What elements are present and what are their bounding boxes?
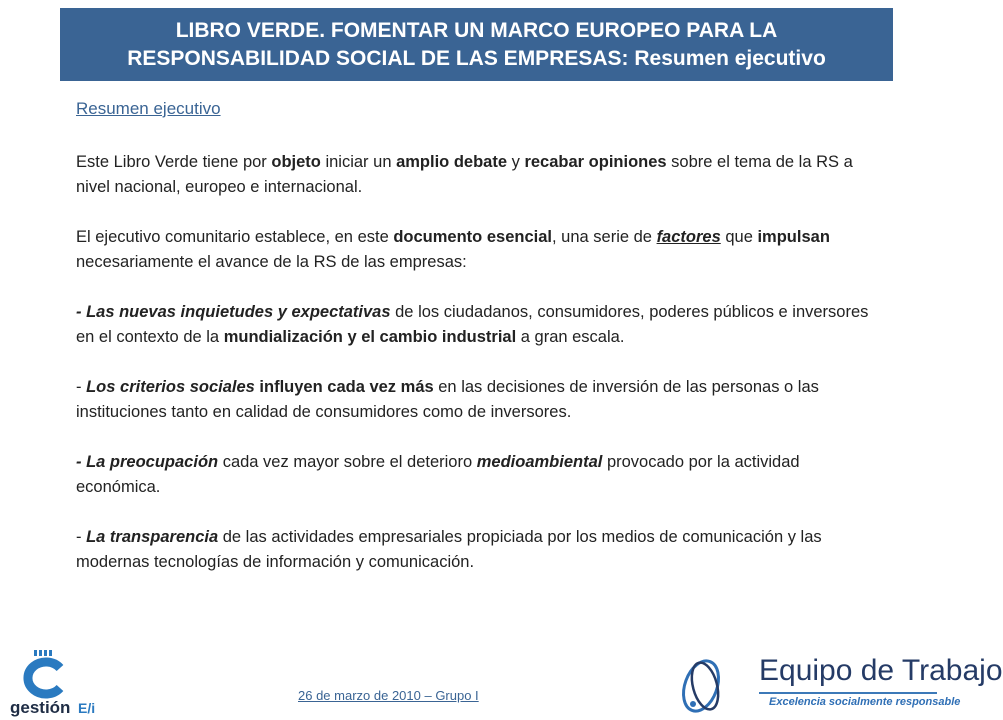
paragraph-factor-3	[76, 450, 886, 500]
bold-italic-run: medioambiental	[476, 453, 603, 471]
text-run: El ejecutivo comunitario establece, en este	[76, 228, 394, 246]
equipo-logo-tagline: Excelencia socialmente responsable	[769, 696, 961, 708]
bold-italic-underlined-run: factores	[656, 228, 721, 246]
equipo-de-trabajo-logo	[673, 650, 1003, 718]
equipo-logo-divider	[759, 692, 937, 694]
gestion-ei-logo	[10, 648, 130, 718]
text-run: Este Libro Verde tiene por	[76, 153, 272, 171]
bold-run: recabar opiniones	[524, 153, 667, 171]
footer-date-link[interactable]: 26 de marzo de 2010 – Grupo I	[298, 688, 479, 703]
bold-run: mundialización y el cambio industrial	[223, 328, 517, 346]
bold-italic-run: La transparencia	[86, 528, 219, 546]
equipo-logo-title: Equipo de Trabajo	[759, 654, 1003, 687]
bold-run: amplio debate	[396, 153, 508, 171]
text-run: sobre el tema de la RS a nivel nacional, europeo e internacional.	[76, 153, 853, 196]
bold-run: documento esencial	[393, 228, 552, 246]
bold-run: objeto	[271, 153, 321, 171]
paragraph-factor-1	[76, 300, 886, 350]
text-run: , una serie de	[551, 228, 657, 246]
swirl-logo-icon	[673, 650, 733, 718]
paragraph-factors-intro	[76, 225, 886, 275]
slide-title-line-2: RESPONSABILIDAD SOCIAL DE LAS EMPRESAS: Resumen ejecutivo	[127, 46, 826, 70]
text-run: y	[507, 153, 525, 171]
slide-title-bar	[60, 8, 893, 81]
text-run: -	[76, 378, 87, 396]
gestion-logo-suffix: E/i	[78, 700, 96, 716]
text-run: -	[76, 528, 87, 546]
section-heading: Resumen ejecutivo	[76, 99, 221, 118]
text-run: iniciar un	[320, 153, 397, 171]
text-run: provocado por la actividad económica.	[76, 453, 800, 496]
paragraph-objective	[76, 150, 886, 200]
bold-italic-run: Los criterios sociales	[86, 378, 255, 396]
bold-italic-run: - Las nuevas inquietudes y expectativas	[76, 303, 391, 321]
paragraph-factor-4	[76, 525, 886, 575]
slide-title-line-1: LIBRO VERDE. FOMENTAR UN MARCO EUROPEO PARA LA	[175, 18, 778, 42]
text-run: de las actividades empresariales propiciada por los medios de comunicación y las modernas tecnologías de información y comunicación.	[76, 528, 822, 571]
gestion-c-icon	[12, 648, 72, 698]
text-run: en las decisiones de inversión de las personas o las instituciones tanto en calidad de consumidores como de inversores.	[76, 378, 819, 421]
text-run: a gran escala.	[516, 328, 625, 346]
gestion-logo-text: gestión	[10, 698, 71, 717]
bold-italic-run: - La preocupación	[76, 453, 219, 471]
bold-run: impulsan	[757, 228, 830, 246]
paragraph-factor-2	[76, 375, 886, 425]
text-run: de los ciudadanos, consumidores, poderes públicos e inversores en el contexto de la	[76, 303, 869, 346]
body-text	[76, 150, 886, 600]
text-run: que	[720, 228, 758, 246]
bold-run: influyen cada vez más	[254, 378, 434, 396]
text-run: necesariamente el avance de la RS de las empresas:	[76, 253, 467, 271]
text-run: cada vez mayor sobre el deterioro	[218, 453, 477, 471]
